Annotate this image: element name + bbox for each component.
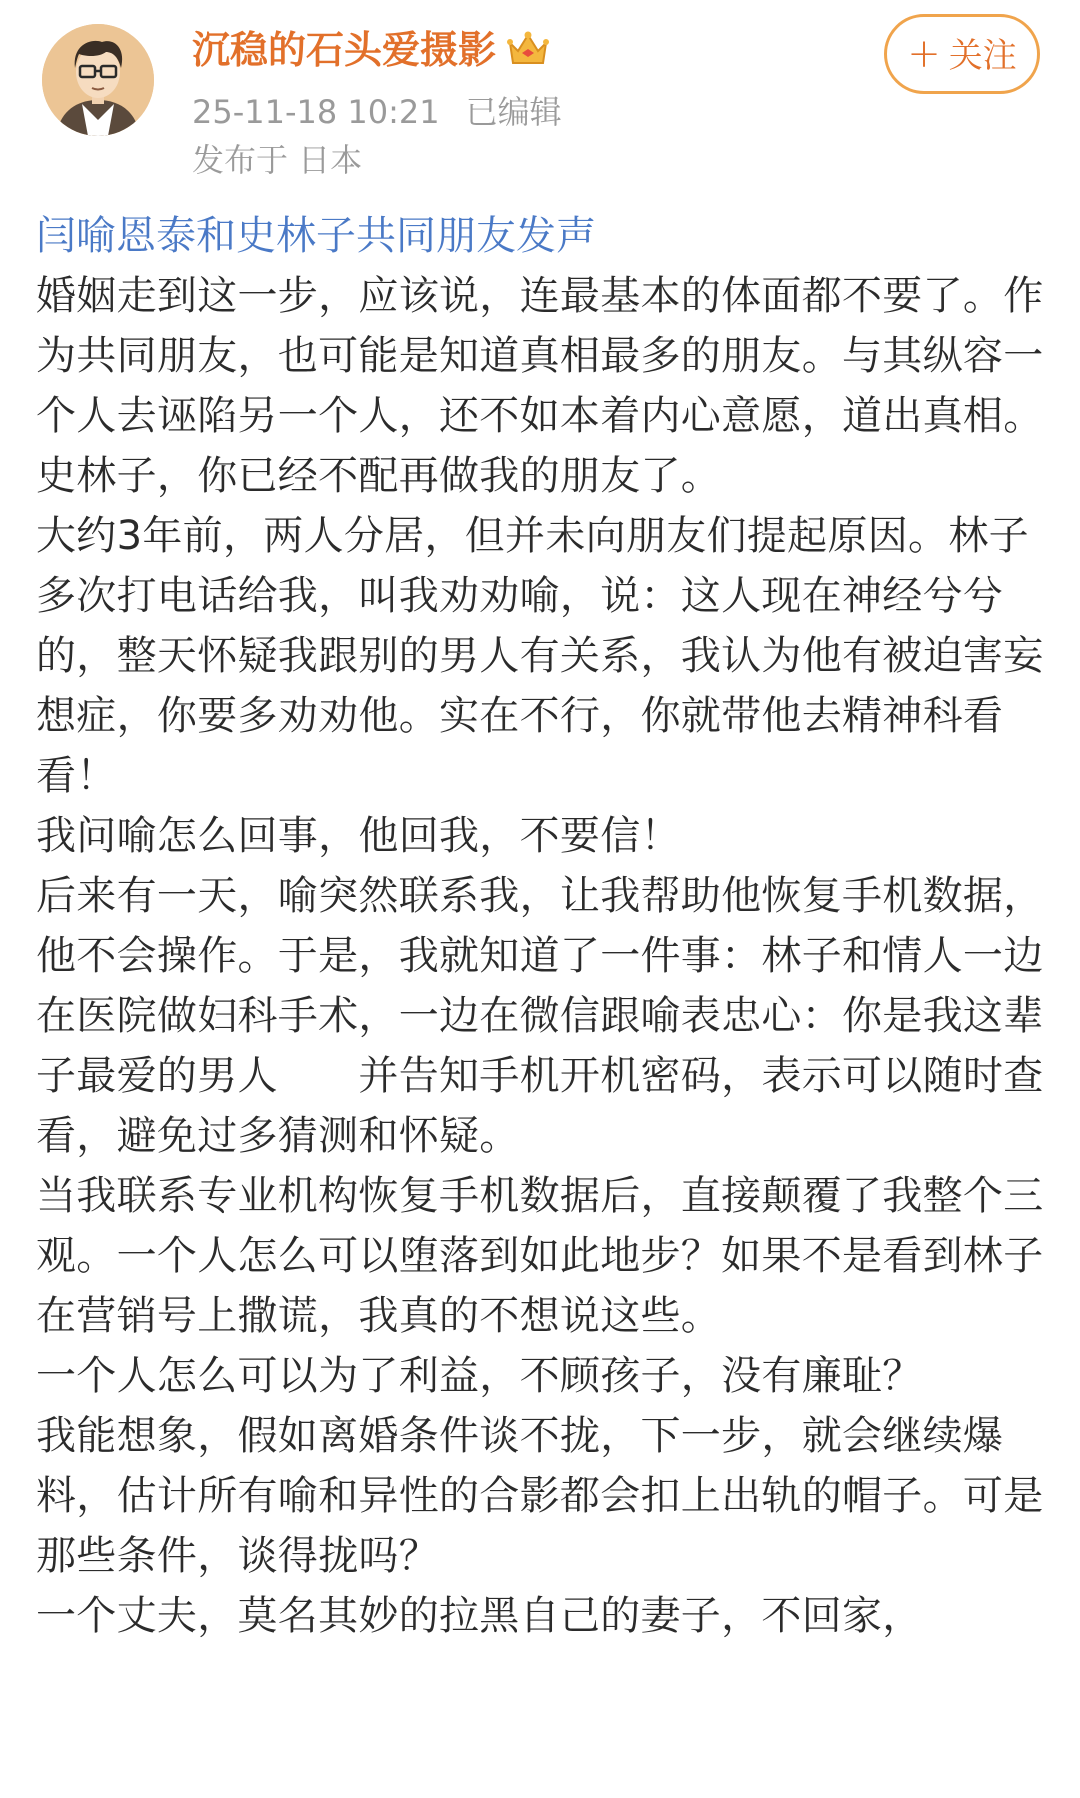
paragraph: 后来有一天，喻突然联系我，让我帮助他恢复手机数据，他不会操作。于是，我就知道了一件事：林子和情人一边在医院做妇科手术，一边在微信跟喻表忠心：你是我这辈子最爱的男人 并告知手机开机密码，表示可以随时查看，避免过多猜测和怀疑。 xyxy=(36,873,1044,1159)
avatar-illustration-icon xyxy=(42,24,154,136)
post-meta xyxy=(192,90,562,134)
author-name[interactable] xyxy=(192,24,550,76)
paragraph: 我问喻怎么回事，他回我，不要信！ xyxy=(36,813,681,859)
follow-button[interactable] xyxy=(884,14,1040,94)
follow-label: 关注 xyxy=(948,36,1017,76)
paragraph: 大约3年前，两人分居，但并未向朋友们提起原因。林子多次打电话给我，叫我劝劝喻，说：这人现在神经兮兮的，整天怀疑我跟别的男人有关系，我认为他有被迫害妄想症，你要多劝劝他。实在不行，你就带他去精神科看看！ xyxy=(36,513,1044,799)
paragraph: 我能想象，假如离婚条件谈不拢，下一步，就会继续爆料，估计所有喻和异性的合影都会扣上出轨的帽子。可是那些条件，谈得拢吗？ xyxy=(36,1413,1044,1579)
edited-label[interactable]: 已编辑 xyxy=(465,93,562,131)
post-location: 发布于 日本 xyxy=(192,141,363,179)
post-text xyxy=(36,266,1046,1646)
plus-icon: + xyxy=(907,31,941,77)
paragraph: 当我联系专业机构恢复手机数据后，直接颠覆了我整个三观。一个人怎么可以堕落到如此地步？如果不是看到林子在营销号上撒谎，我真的不想说这些。 xyxy=(36,1173,1044,1339)
avatar[interactable] xyxy=(42,24,154,136)
post-header xyxy=(0,0,1080,180)
author-name-text[interactable]: 沉稳的石头爱摄影 xyxy=(192,28,497,72)
post-title[interactable]: 闫喻恩泰和史林子共同朋友发声 xyxy=(36,213,596,259)
post-body xyxy=(36,206,1046,1646)
post-date: 25-11-18 10:21 xyxy=(192,93,440,131)
paragraph: 史林子，你已经不配再做我的朋友了。 xyxy=(36,453,722,499)
paragraph: 一个人怎么可以为了利益，不顾孩子，没有廉耻？ xyxy=(36,1353,923,1399)
paragraph: 一个丈夫，莫名其妙的拉黑自己的妻子，不回家， xyxy=(36,1593,923,1639)
paragraph: 婚姻走到这一步，应该说，连最基本的体面都不要了。作为共同朋友，也可能是知道真相最多的朋友。与其纵容一个人去诬陷另一个人，还不如本着内心意愿，道出真相。 xyxy=(36,273,1044,439)
crown-vip-icon xyxy=(506,29,550,69)
